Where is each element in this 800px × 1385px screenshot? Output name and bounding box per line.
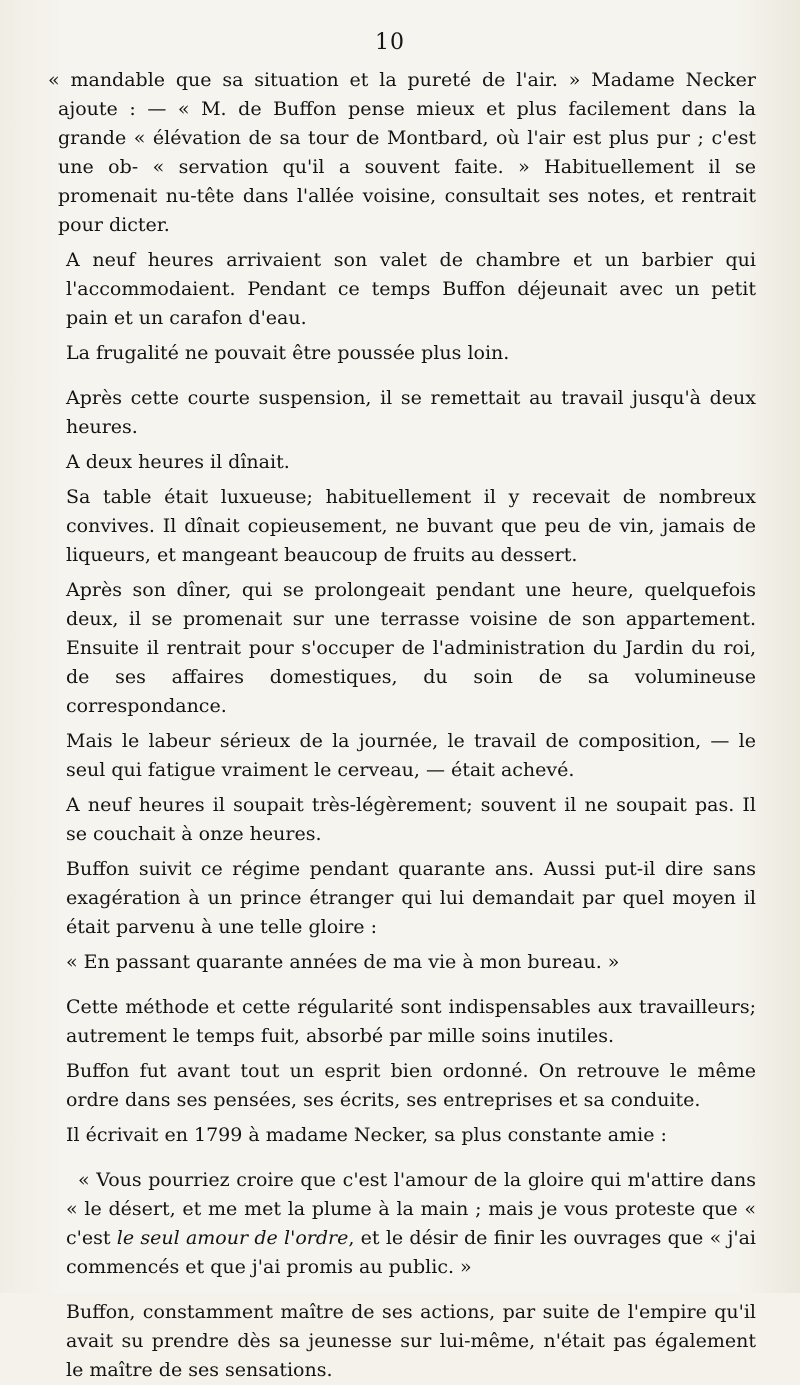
quote-text-after: , et le désir de finir les ouvrages que « j'ai commencés et que j'ai promis au public. » xyxy=(66,1227,756,1278)
paragraph: A deux heures il dînait. xyxy=(66,451,290,473)
paragraph: Après son dîner, qui se prolongeait pendant une heure, quelquefois deux, il se promenait sur une terrasse voisine de son appartement. Ensuite il rentrait pour s'occuper de l'administration du Jardin du roi, de ses affaires domestiques, du soin de sa volumineuse correspondance. xyxy=(66,579,756,717)
paragraph: Cette méthode et cette régularité sont indispensables aux travailleurs; autrement le temps fuit, absorbé par mille soins inutiles. xyxy=(66,996,756,1047)
paragraph: Il écrivait en 1799 à madame Necker, sa plus constante amie : xyxy=(66,1124,667,1146)
paragraph: A neuf heures il soupait très-légèrement; souvent il ne soupait pas. Il se couchait à onze heures. xyxy=(66,794,756,845)
closing-paragraph: Buffon, constamment maître de ses actions, par suite de l'empire qu'il avait su prendre dès sa jeunesse sur lui-même, n'était pas également le maître de ses sensations. xyxy=(66,1301,756,1381)
paragraph: Buffon fut avant tout un esprit bien ordonné. On retrouve le même ordre dans ses pensées, ses écrits, ses entreprises et sa conduite. xyxy=(66,1060,756,1111)
paragraph: La frugalité ne pouvait être poussée plus loin. xyxy=(66,342,510,364)
paragraph: « mandable que sa situation et la pureté de l'air. » Madame Necker ajoute : — « M. de Buffon pense mieux et plus facilement dans la grande « élévation de sa tour de Montbard, où l'air est plus pur ; c'est une ob- « servation qu'il a souvent faite. » Habituellement il se promenait nu-tête dans l'allée voisine, consultait ses notes, et rentrait pour dicter. xyxy=(48,69,756,236)
quotation-line: « En passant quarante années de ma vie à mon bureau. » xyxy=(66,951,620,973)
block-quote xyxy=(66,1166,756,1282)
page-body xyxy=(48,66,756,1385)
paragraph: Buffon suivit ce régime pendant quarante ans. Aussi put-il dire sans exagération à un prince étranger qui lui demandait par quel moyen il était parvenu à une telle gloire : xyxy=(66,858,756,938)
paragraph: Mais le labeur sérieux de la journée, le travail de composition, — le seul qui fatigue vraiment le cerveau, — était achevé. xyxy=(66,730,756,781)
page-number: 10 xyxy=(375,30,405,55)
quote-text-before: « Vous pourriez croire que c'est l'amour de la gloire qui m'attire dans « le désert, et me met la plume à la main ; mais je vous proteste que « c'est xyxy=(66,1169,756,1249)
paragraph: Après cette courte suspension, il se remettait au travail jusqu'à deux heures. xyxy=(66,387,756,438)
paragraph: Sa table était luxueuse; habituellement il y recevait de nombreux convives. Il dînait copieusement, ne buvant que peu de vin, jamais de liqueurs, et mangeant beaucoup de fruits au dessert. xyxy=(66,486,756,566)
quote-emphasis: le seul amour de l'ordre xyxy=(116,1227,349,1249)
paragraph: A neuf heures arrivaient son valet de chambre et un barbier qui l'accommodaient. Pendant ce temps Buffon déjeunait avec un petit pain et un carafon d'eau. xyxy=(66,249,756,329)
